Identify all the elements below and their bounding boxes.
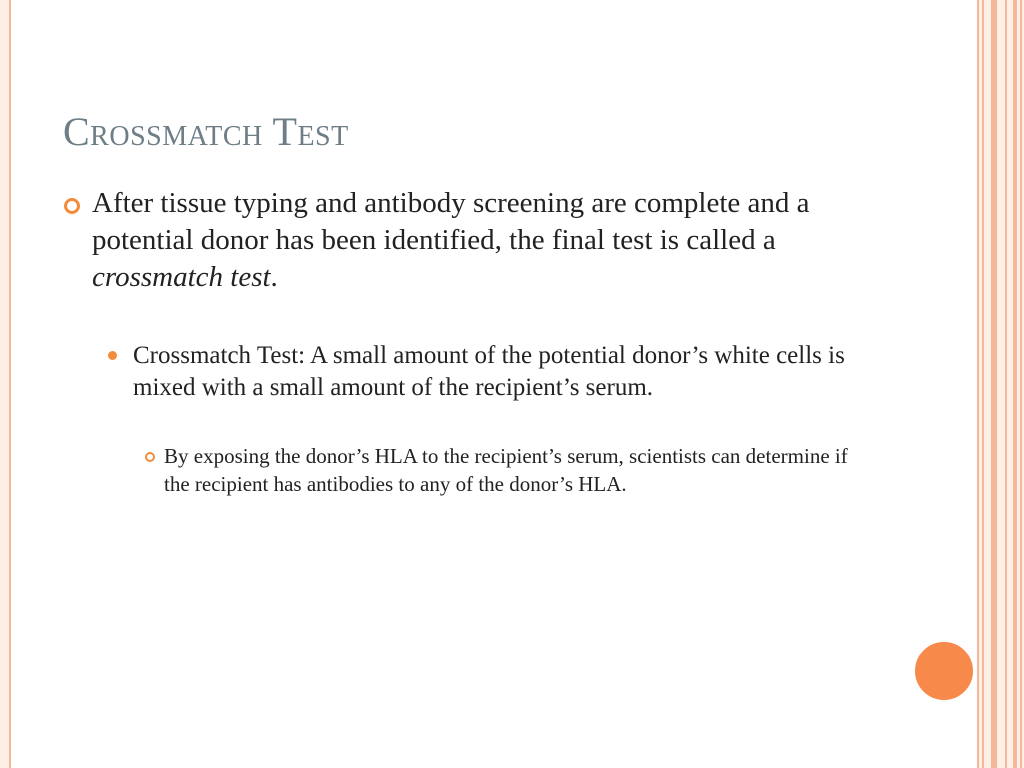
- ring-bullet-icon: [64, 198, 80, 214]
- slide-title: Crossmatch Test: [63, 109, 349, 154]
- bullet-level-3: [164, 443, 864, 498]
- ring-bullet-icon: [145, 452, 155, 462]
- bullet-level-2: [133, 340, 853, 403]
- bullet-level-1: [92, 185, 842, 296]
- bullet-text: After tissue typing and antibody screening are complete and a potential donor has been identified, the final test is called a: [92, 187, 810, 256]
- bullet-text: By exposing the donor’s HLA to the recipient’s serum, scientists can determine if the recipient has antibodies to any of the donor’s HLA.: [164, 444, 848, 496]
- decorative-circle: [913, 640, 975, 702]
- bullet-emphasis: crossmatch test: [92, 261, 271, 293]
- bullet-text: Crossmatch Test: A small amount of the potential donor’s white cells is mixed with a small amount of the recipient’s serum.: [133, 342, 845, 401]
- dot-bullet-icon: [108, 351, 117, 360]
- bullet-end: .: [270, 261, 278, 293]
